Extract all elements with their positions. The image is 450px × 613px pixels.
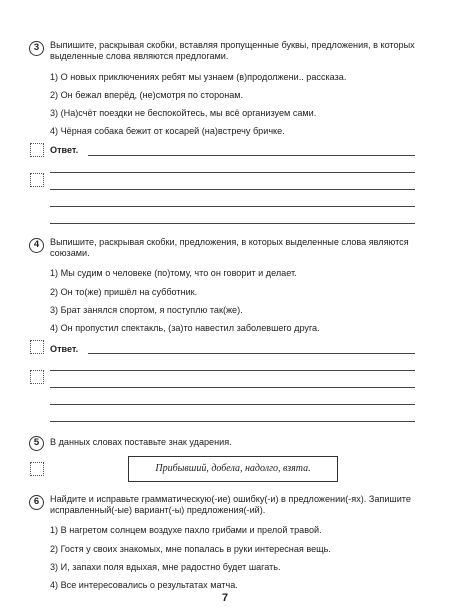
task-item: 2) Он то(же) пришёл на субботник.: [50, 287, 198, 297]
answer-line[interactable]: [50, 387, 415, 388]
task-item: 4) Он пропустил спектакль, (за)то навестил заболевшего друга.: [50, 323, 320, 333]
task-item: 4) Чёрная собака бежит от косарей (на)встречу бричке.: [50, 126, 285, 136]
answer-label: Ответ.: [50, 344, 79, 354]
task-prompt: Найдите и исправьте грамматическую(-ие) ошибку(-и) в предложении(-ях). Запишите исправленный(-ые) вариант(-ы) предложения(-ий).: [50, 494, 411, 516]
score-box: [30, 462, 44, 476]
answer-line[interactable]: [50, 370, 415, 371]
task-item: 3) Брат занялся спортом, я поступлю так(же).: [50, 305, 243, 315]
words-box: [128, 456, 338, 482]
score-box: [30, 340, 44, 354]
answer-line[interactable]: [50, 404, 415, 405]
answer-line[interactable]: [50, 189, 415, 190]
words-text: Прибывший, добела, надолго, взята.: [155, 463, 311, 474]
task-number-badge: [29, 436, 44, 451]
score-box: [30, 143, 44, 157]
task-item: 3) (На)счёт поездки не беспокойтесь, мы всё организуем сами.: [50, 108, 317, 118]
answer-label: Ответ.: [50, 145, 79, 155]
answer-line[interactable]: [50, 421, 415, 422]
page-number: 7: [221, 592, 229, 604]
task-item: 1) В нагретом солнцем воздухе пахло грибами и прелой травой.: [50, 525, 322, 535]
answer-line[interactable]: [88, 353, 415, 354]
score-box: [30, 173, 44, 187]
task-number: 6: [33, 496, 40, 507]
task-prompt: В данных словах поставьте знак ударения.: [50, 437, 232, 447]
task-number: 4: [33, 239, 40, 250]
task-item: 1) Мы судим о человеке (по)тому, что он говорит и делает.: [50, 268, 297, 278]
task-item: 2) Он бежал вперёд, (не)смотря по сторонам.: [50, 90, 244, 100]
task-item: 1) О новых приключениях ребят мы узнаем (в)продолжени.. рассказа.: [50, 72, 347, 82]
task-number: 5: [33, 437, 40, 448]
score-box: [30, 370, 44, 384]
task-prompt: Выпишите, раскрывая скобки, предложения, в которых выделенные слова являются союзами.: [50, 237, 409, 259]
task-number: 3: [33, 42, 40, 53]
task-number-badge: [29, 495, 44, 510]
answer-line[interactable]: [50, 206, 415, 207]
answer-line[interactable]: [88, 155, 415, 156]
task-prompt: Выпишите, раскрывая скобки, вставляя пропущенные буквы, предложения, в которых выделенные слова являются предлогами.: [50, 40, 415, 62]
answer-line[interactable]: [50, 223, 415, 224]
task-number-badge: [29, 238, 44, 253]
task-item: 4) Все интересовались о результатах матча.: [50, 580, 238, 590]
answer-line[interactable]: [50, 172, 415, 173]
task-item: 2) Гостя у своих знакомых, мне попалась в руки интересная вещь.: [50, 544, 331, 554]
task-number-badge: [29, 41, 44, 56]
task-item: 3) И, запахи поля вдыхая, мне радостно будет шагать.: [50, 562, 281, 572]
